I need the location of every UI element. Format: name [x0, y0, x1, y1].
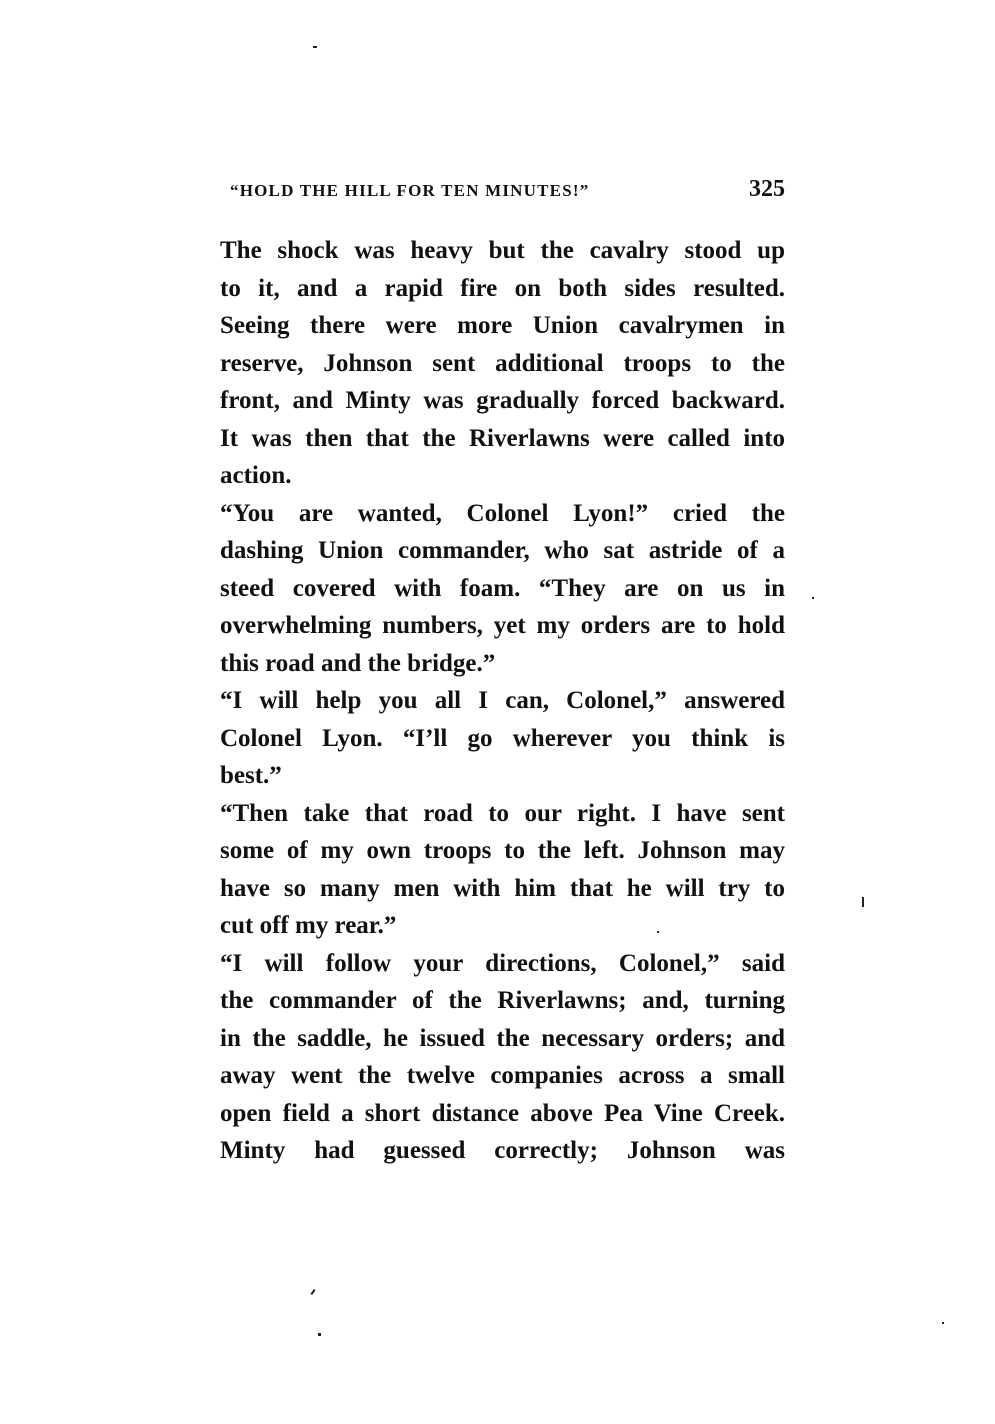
text-line: to it, and a rapid fire on both sides resulted. — [220, 274, 785, 302]
text-line: dashing Union commander, who sat astride of a — [220, 537, 786, 564]
text-line: “I will help you all I can, Colonel,” answered — [220, 687, 785, 714]
text-line: some of my own troops to the left. Johnson may — [220, 837, 785, 864]
scan-speck — [942, 1322, 944, 1324]
paragraph — [190, 795, 785, 945]
text-line: reserve, Johnson sent additional troops to the — [220, 349, 785, 377]
scan-speck — [657, 931, 659, 933]
scan-speck — [862, 897, 864, 907]
text-line: cut off my rear.” — [220, 912, 397, 939]
text-line: front, and Minty was gradually forced backward. — [220, 387, 785, 414]
running-title: “HOLD THE HILL FOR TEN MINUTES!” — [230, 181, 590, 200]
paragraph — [190, 945, 785, 1133]
paragraph — [190, 1132, 785, 1170]
paragraph — [190, 232, 785, 495]
text-line: the commander of the Riverlawns; and, turning — [220, 987, 786, 1014]
text-line: It was then that the Riverlawns were called into — [220, 424, 786, 452]
text-line: away went the twelve companies across a small — [220, 1062, 785, 1089]
scan-speck — [313, 46, 317, 48]
text-line: best.” — [220, 762, 282, 789]
text-line: Minty had guessed correctly; Johnson was — [220, 1137, 785, 1164]
text-line: in the saddle, he issued the necessary orders; and — [220, 1024, 786, 1052]
paragraph — [190, 682, 785, 795]
scan-speck — [318, 1333, 321, 1336]
text-line: open field a short distance above Pea Vine Creek. — [220, 1099, 785, 1127]
paragraph — [190, 495, 785, 683]
text-line: “I will follow your directions, Colonel,” said — [220, 949, 785, 977]
text-line: this road and the bridge.” — [220, 649, 496, 677]
running-head — [230, 176, 785, 208]
body-text — [190, 232, 785, 1170]
text-line: The shock was heavy but the cavalry stood up — [220, 237, 785, 264]
page-number: 325 — [749, 176, 785, 202]
text-line: “Then take that road to our right. I have sent — [220, 799, 785, 827]
scan-speck — [812, 597, 814, 599]
text-line: steed covered with foam. “They are on us in — [220, 574, 785, 602]
text-line: Colonel Lyon. “I’ll go wherever you think is — [220, 724, 785, 752]
text-line: action. — [220, 462, 292, 489]
text-line: have so many men with him that he will try to — [220, 874, 785, 902]
text-line: “You are wanted, Colonel Lyon!” cried the — [220, 499, 785, 527]
scan-speck — [310, 1289, 315, 1295]
text-line: Seeing there were more Union cavalrymen in — [220, 312, 786, 339]
text-line: overwhelming numbers, yet my orders are to hold — [220, 612, 786, 639]
